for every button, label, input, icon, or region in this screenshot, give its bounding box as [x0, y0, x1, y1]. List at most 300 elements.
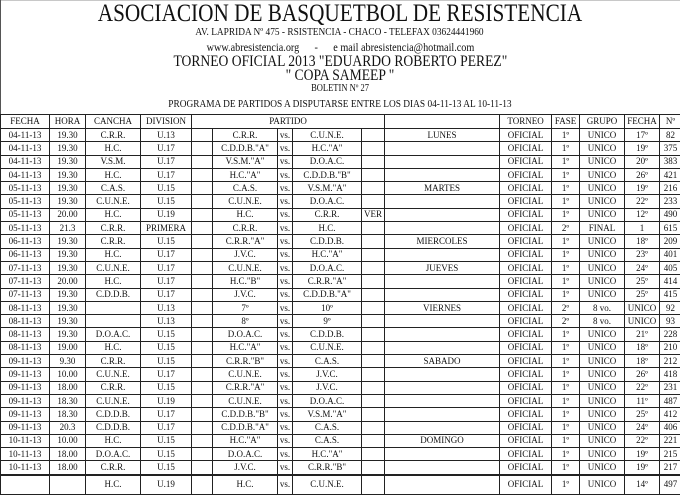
cell-vs: vs. [278, 288, 293, 301]
cell-division: U.17 [141, 168, 192, 181]
cell-note: VER [362, 208, 385, 221]
cell-torneo: OFICIAL [500, 288, 552, 301]
cell-cancha [86, 301, 141, 314]
cell-grupo: UNICO [580, 461, 625, 474]
schedule-body [1, 129, 680, 475]
cell-numero: 418 [660, 368, 680, 381]
table-row [1, 208, 680, 221]
cell-blank [192, 168, 213, 181]
contact-separator: - [314, 40, 317, 54]
cell-fase: 1º [552, 381, 580, 394]
cell-cancha: D.O.A.C. [86, 328, 141, 341]
cell-torneo: OFICIAL [500, 261, 552, 274]
cell-torneo: OFICIAL [500, 142, 552, 155]
cell-note [362, 394, 385, 407]
address-line [0, 26, 680, 38]
cell-grupo: UNICO [580, 341, 625, 354]
cell-away-team: H.C."A" [293, 248, 362, 261]
cell-fecha: 10-11-13 [1, 434, 50, 447]
table-row [1, 261, 680, 274]
cell-blank [192, 182, 213, 195]
cell-day [385, 448, 500, 461]
cell-day [385, 461, 500, 474]
cell-hora: 19.30 [50, 315, 86, 328]
cell-cancha: C.A.S. [86, 182, 141, 195]
cell-day [385, 195, 500, 208]
cell-fecha-numero: 22º [625, 381, 660, 394]
cell-fase: 1º [552, 275, 580, 288]
cell-note [362, 448, 385, 461]
cell-home-team: H.C."A" [213, 434, 278, 447]
cell-torneo: OFICIAL [500, 195, 552, 208]
cell-day [385, 475, 500, 494]
table-row [1, 461, 680, 474]
cell-fase: 1º [552, 394, 580, 407]
cell-away-team: C.D.D.B. [293, 328, 362, 341]
cell-torneo: OFICIAL [500, 461, 552, 474]
cell-day: MIERCOLES [385, 235, 500, 248]
cell-grupo: UNICO [580, 355, 625, 368]
cell-fecha: 09-11-13 [1, 394, 50, 407]
cell-numero: 415 [660, 288, 680, 301]
cell-division: U.15 [141, 328, 192, 341]
cell-hora: 18.30 [50, 408, 86, 421]
cell-torneo: OFICIAL [500, 129, 552, 142]
cell-grupo: FINAL [580, 222, 625, 235]
cell-note [362, 235, 385, 248]
cell-fase: 1º [552, 448, 580, 461]
cell-day [385, 275, 500, 288]
cell-cancha: C.D.D.B. [86, 421, 141, 434]
cell-grupo: UNICO [580, 475, 625, 494]
cell-day [385, 288, 500, 301]
cell-vs: vs. [278, 168, 293, 181]
cell-division: U.13 [141, 129, 192, 142]
cell-blank [192, 222, 213, 235]
cell-note [362, 222, 385, 235]
cell-fase: 1º [552, 461, 580, 474]
cell-note [362, 328, 385, 341]
col-header-day [385, 115, 500, 129]
cell-blank [192, 235, 213, 248]
cell-blank [192, 394, 213, 407]
cell-numero: 209 [660, 235, 680, 248]
cell-cancha: C.U.N.E. [86, 195, 141, 208]
cell-fase: 1º [552, 408, 580, 421]
cell-fecha: 08-11-13 [1, 315, 50, 328]
cell-home-team: D.O.A.C. [213, 328, 278, 341]
cell-fase: 1º [552, 142, 580, 155]
cell-hora: 19.30 [50, 168, 86, 181]
cell-home-team: C.R.R."B" [213, 355, 278, 368]
cell-away-team: C.U.N.E. [293, 129, 362, 142]
cell-home-team: C.D.D.B."A" [213, 142, 278, 155]
cell-away-team: C.D.D.B. [293, 235, 362, 248]
cell-torneo: OFICIAL [500, 275, 552, 288]
cell-fecha-numero: 18º [625, 235, 660, 248]
table-row [1, 421, 680, 434]
cell-numero: 615 [660, 222, 680, 235]
cell-day [385, 208, 500, 221]
cell-blank [192, 475, 213, 494]
cell-day [385, 421, 500, 434]
cell-fecha: 07-11-13 [1, 288, 50, 301]
cell-blank [192, 195, 213, 208]
cell-vs: vs. [278, 155, 293, 168]
table-row [1, 142, 680, 155]
cell-blank [192, 261, 213, 274]
cell-away-team: C.A.S. [293, 421, 362, 434]
cell-cancha: C.R.R. [86, 355, 141, 368]
cell-away-team: H.C."A" [293, 448, 362, 461]
cell-hora: 19.30 [50, 182, 86, 195]
cup-text: " COPA SAMEEP " [286, 68, 395, 84]
cell-note [362, 248, 385, 261]
cell-fecha-numero: 18º [625, 355, 660, 368]
cell-note [362, 142, 385, 155]
cell-away-team: C.D.D.B."A" [293, 288, 362, 301]
cell-away-team: C.A.S. [293, 355, 362, 368]
cell-division: U.17 [141, 368, 192, 381]
col-header-partido: PARTIDO [192, 115, 385, 129]
cell-fecha-numero: 18º [625, 341, 660, 354]
cell-fecha-numero: 26º [625, 168, 660, 181]
cell-fecha-numero: 19º [625, 182, 660, 195]
cell-fecha: 09-11-13 [1, 355, 50, 368]
cell-hora: 19.30 [50, 129, 86, 142]
cell-hora: 19.30 [50, 248, 86, 261]
cell-fase: 1º [552, 475, 580, 494]
email-link[interactable]: e mail abresistencia@hotmail.com [333, 40, 474, 54]
cell-numero: 233 [660, 195, 680, 208]
cell-fecha: 04-11-13 [1, 129, 50, 142]
cell-note [362, 368, 385, 381]
cell-home-team: C.U.N.E. [213, 195, 278, 208]
cell-torneo: OFICIAL [500, 434, 552, 447]
cell-fecha: 08-11-13 [1, 301, 50, 314]
cell-division: U.17 [141, 408, 192, 421]
cell-torneo: OFICIAL [500, 168, 552, 181]
cell-away-team: 9º [293, 315, 362, 328]
cell-division: U.17 [141, 261, 192, 274]
cell-fecha: 04-11-13 [1, 142, 50, 155]
cell-home-team: H.C."A" [213, 168, 278, 181]
cell-hora: 19.30 [50, 288, 86, 301]
cell-fecha: 09-11-13 [1, 421, 50, 434]
cell-torneo: OFICIAL [500, 475, 552, 494]
cell-grupo: UNICO [580, 155, 625, 168]
cell-cancha: H.C. [86, 475, 141, 494]
cell-fase: 1º [552, 261, 580, 274]
cell-division: U.15 [141, 381, 192, 394]
cell-note [362, 355, 385, 368]
cell-grupo: UNICO [580, 421, 625, 434]
cell-day [385, 142, 500, 155]
cell-day [385, 341, 500, 354]
table-row [1, 182, 680, 195]
cell-vs: vs. [278, 461, 293, 474]
cell-fecha: 09-11-13 [1, 368, 50, 381]
cell-grupo: UNICO [580, 381, 625, 394]
cell-blank [192, 208, 213, 221]
table-row [1, 381, 680, 394]
cell-numero: 414 [660, 275, 680, 288]
cell-vs: vs. [278, 475, 293, 494]
cell-hora: 19.30 [50, 301, 86, 314]
cell-blank [192, 328, 213, 341]
cell-fecha: 06-11-13 [1, 248, 50, 261]
cell-day [385, 381, 500, 394]
cell-fecha: 08-11-13 [1, 328, 50, 341]
cell-numero: 212 [660, 355, 680, 368]
cell-vs: vs. [278, 222, 293, 235]
cell-cancha: H.C. [86, 434, 141, 447]
cell-cancha: C.R.R. [86, 222, 141, 235]
cell-home-team: C.R.R."A" [213, 381, 278, 394]
cell-hora: 19.30 [50, 142, 86, 155]
cell-division: U.15 [141, 182, 192, 195]
cell-division: U.17 [141, 275, 192, 288]
title-text: ASOCIACION DE BASQUETBOL DE RESISTENCIA [98, 0, 582, 28]
cell-numero: 375 [660, 142, 680, 155]
cell-cancha: C.R.R. [86, 235, 141, 248]
cell-fecha: 06-11-13 [1, 235, 50, 248]
table-row [1, 341, 680, 354]
cell-fase: 1º [552, 248, 580, 261]
cell-blank [192, 301, 213, 314]
cell-away-team: V.S.M."A" [293, 408, 362, 421]
cell-cancha: H.C. [86, 341, 141, 354]
cell-vs: vs. [278, 129, 293, 142]
cell-grupo: UNICO [580, 328, 625, 341]
table-row [1, 368, 680, 381]
cell-away-team: D.O.A.C. [293, 195, 362, 208]
cell-division: PRIMERA [141, 222, 192, 235]
cell-torneo: OFICIAL [500, 315, 552, 328]
cell-hora: 19.30 [50, 328, 86, 341]
cell-fecha-numero: 1 [625, 222, 660, 235]
cell-away-team: C.R.R."B" [293, 461, 362, 474]
cell-fecha: 09-11-13 [1, 408, 50, 421]
cell-numero: 383 [660, 155, 680, 168]
cell-blank [192, 341, 213, 354]
cell-note [362, 275, 385, 288]
cell-fecha: 10-11-13 [1, 461, 50, 474]
cell-fase: 2º [552, 315, 580, 328]
cell-fecha-numero: 25º [625, 275, 660, 288]
cell-division: U.17 [141, 248, 192, 261]
cell-grupo: UNICO [580, 368, 625, 381]
cell-note [362, 129, 385, 142]
cell-vs: vs. [278, 381, 293, 394]
cell-numero: 92 [660, 301, 680, 314]
cell-fase: 1º [552, 288, 580, 301]
cell-hora: 18.30 [50, 394, 86, 407]
cell-division: U.19 [141, 208, 192, 221]
program-text: PROGRAMA DE PARTIDOS A DISPUTARSE ENTRE LOS DIAS 04-11-13 AL 10-11-13 [168, 98, 511, 110]
address-text: AV. LAPRIDA Nº 475 - RSISTENCIA - CHACO - TELEFAX 03624441960 [196, 26, 484, 38]
cell-fecha: 04-11-13 [1, 155, 50, 168]
cell-numero: 93 [660, 315, 680, 328]
cell-fecha-numero: 12º [625, 208, 660, 221]
cell-grupo: UNICO [580, 182, 625, 195]
cell-division: U.13 [141, 315, 192, 328]
cell-numero: 228 [660, 328, 680, 341]
cell-numero: 490 [660, 208, 680, 221]
cell-day [385, 222, 500, 235]
cell-away-team: 10º [293, 301, 362, 314]
cell-division: U.15 [141, 461, 192, 474]
cell-away-team: J.V.C. [293, 381, 362, 394]
cell-day: DOMINGO [385, 434, 500, 447]
cell-away-team: H.C. [293, 222, 362, 235]
cell-blank [192, 448, 213, 461]
cell-fecha-numero: 19º [625, 448, 660, 461]
cell-numero: 221 [660, 434, 680, 447]
cell-day [385, 408, 500, 421]
cell-home-team: H.C."B" [213, 275, 278, 288]
cell-fecha-numero: 25º [625, 408, 660, 421]
program-heading [0, 98, 680, 110]
cell-division: U.17 [141, 421, 192, 434]
cell-cancha: C.R.R. [86, 381, 141, 394]
cell-fase: 1º [552, 421, 580, 434]
cell-home-team: D.O.A.C. [213, 448, 278, 461]
cell-away-team: D.O.A.C. [293, 394, 362, 407]
cell-grupo: UNICO [580, 394, 625, 407]
cell-cancha: C.R.R. [86, 461, 141, 474]
cell-blank [192, 408, 213, 421]
cell-day [385, 394, 500, 407]
cell-day [385, 155, 500, 168]
cell-grupo: UNICO [580, 208, 625, 221]
cell-fecha-numero: 25º [625, 288, 660, 301]
cell-division: U.15 [141, 235, 192, 248]
cell-cancha: C.U.N.E. [86, 394, 141, 407]
cell-cancha: D.O.A.C. [86, 448, 141, 461]
cell-home-team: V.S.M."A" [213, 155, 278, 168]
cell-vs: vs. [278, 208, 293, 221]
cell-fase: 2º [552, 222, 580, 235]
cell-vs: vs. [278, 261, 293, 274]
cell-fase: 1º [552, 168, 580, 181]
cell-fase: 1º [552, 155, 580, 168]
cell-blank [192, 315, 213, 328]
cell-torneo: OFICIAL [500, 222, 552, 235]
cell-away-team: V.S.M."A" [293, 182, 362, 195]
cup-title [0, 68, 680, 84]
col-header-cancha: CANCHA [86, 115, 141, 129]
cell-fecha-numero: 24º [625, 421, 660, 434]
cell-home-team: C.R.R. [213, 129, 278, 142]
cell-grupo: 8 vo. [580, 315, 625, 328]
cell-vs: vs. [278, 408, 293, 421]
cell-vs: vs. [278, 315, 293, 328]
cell-fecha-numero: 26º [625, 368, 660, 381]
cell-day [385, 368, 500, 381]
col-header-grupo: GRUPO [580, 115, 625, 129]
table-row [1, 222, 680, 235]
website-link[interactable]: www.abresistencia.org [206, 40, 299, 54]
table-header-row [1, 115, 680, 129]
cell-numero: 216 [660, 182, 680, 195]
cell-blank [192, 421, 213, 434]
cell-home-team: H.C."A" [213, 341, 278, 354]
cell-blank [192, 275, 213, 288]
cell-torneo: OFICIAL [500, 341, 552, 354]
cell-fecha: 09-11-13 [1, 381, 50, 394]
cell-day: VIERNES [385, 301, 500, 314]
cell-fecha: 05-11-13 [1, 195, 50, 208]
cell-note [362, 315, 385, 328]
table-row [1, 168, 680, 181]
cell-vs: vs. [278, 368, 293, 381]
cell-away-team: H.C."A" [293, 142, 362, 155]
cell-vs: vs. [278, 448, 293, 461]
table-row [1, 288, 680, 301]
cell-home-team: C.R.R."A" [213, 235, 278, 248]
cell-fase: 2º [552, 301, 580, 314]
cell-home-team: C.U.N.E. [213, 368, 278, 381]
cell-torneo: OFICIAL [500, 328, 552, 341]
cell-division: U.19 [141, 394, 192, 407]
cell-division: U.17 [141, 155, 192, 168]
cell-blank [192, 461, 213, 474]
table-row [1, 448, 680, 461]
cell-note [362, 155, 385, 168]
cell-vs: vs. [278, 328, 293, 341]
cell-grupo: UNICO [580, 142, 625, 155]
cell-fecha: 05-11-13 [1, 222, 50, 235]
cell-home-team: C.D.D.B."A" [213, 421, 278, 434]
cell-fecha-numero: UNICO [625, 301, 660, 314]
cell-cancha: C.U.N.E. [86, 368, 141, 381]
cell-cancha: V.S.M. [86, 155, 141, 168]
table-row [1, 248, 680, 261]
cell-grupo: UNICO [580, 275, 625, 288]
cell-hora: 20.00 [50, 275, 86, 288]
cell-torneo: OFICIAL [500, 448, 552, 461]
bulletin-number [0, 83, 680, 94]
cell-grupo: UNICO [580, 448, 625, 461]
cell-fase: 1º [552, 129, 580, 142]
cell-day: JUEVES [385, 261, 500, 274]
cell-day: MARTES [385, 182, 500, 195]
cell-away-team: C.U.N.E. [293, 475, 362, 494]
cell-grupo: 8 vo. [580, 301, 625, 314]
cell-division: U.15 [141, 355, 192, 368]
table-row [1, 235, 680, 248]
cell-cancha: H.C. [86, 208, 141, 221]
cell-fecha-numero: 11º [625, 394, 660, 407]
cell-fecha-numero: 17º [625, 129, 660, 142]
cell-torneo: OFICIAL [500, 235, 552, 248]
cell-blank [192, 129, 213, 142]
cell-division: U.15 [141, 341, 192, 354]
cell-fase: 1º [552, 355, 580, 368]
cell-home-team: J.V.C. [213, 288, 278, 301]
cell-home-team: 8º [213, 315, 278, 328]
cell-fase: 1º [552, 235, 580, 248]
cell-grupo: UNICO [580, 129, 625, 142]
cell-vs: vs. [278, 355, 293, 368]
cell-division: U.15 [141, 448, 192, 461]
cell-blank [192, 142, 213, 155]
cell-vs: vs. [278, 142, 293, 155]
cell-grupo: UNICO [580, 434, 625, 447]
cell-cancha [86, 315, 141, 328]
cell-grupo: UNICO [580, 261, 625, 274]
